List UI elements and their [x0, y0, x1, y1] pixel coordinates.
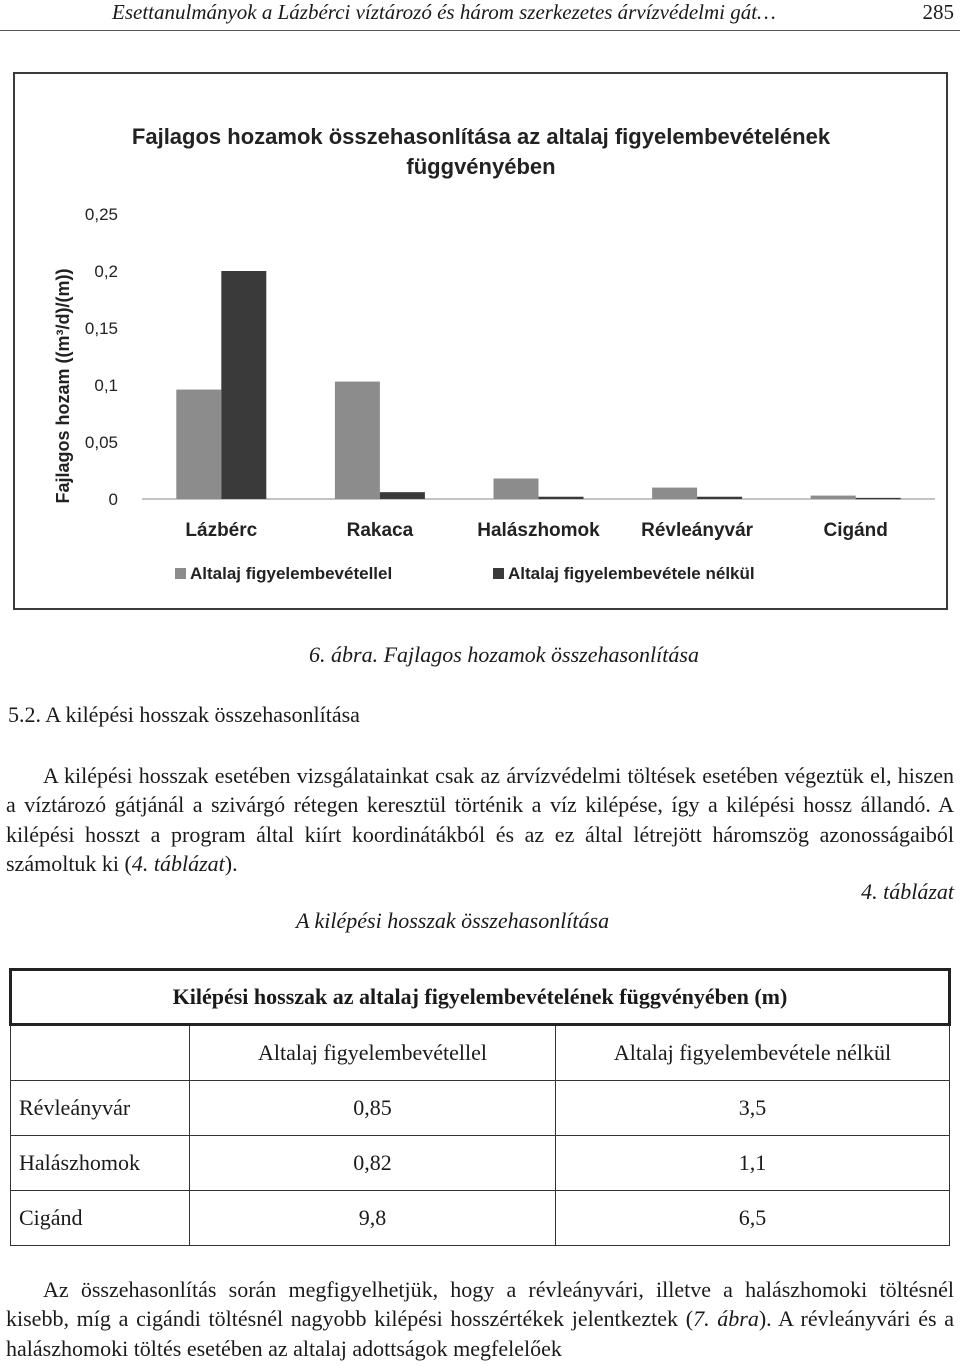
category-labels: [185, 520, 888, 541]
bar-without-subsoil: [539, 497, 584, 499]
paragraph-1-text: A kilépési hosszak esetében vizsgálatainkat csak az árvízvédelmi töltések esetében végeztük el, hiszen a víztározó gátjánál a szivárgó rétegen keresztül történik a víz kilépése, így a kilépési hossz állandó. A kilépési hosszt a program által kiírt koordinátákból és az ez által létrejött háromszög azonosságaiból számoltuk ki (: [6, 763, 954, 876]
legend-swatch-without-subsoil: [493, 568, 504, 579]
cell-without-subsoil: 3,5: [556, 1081, 950, 1136]
section-heading: 5.2. A kilépési hosszak összehasonlítása: [8, 702, 360, 727]
category-label: Révleányvár: [641, 520, 754, 541]
bar-chart: [15, 74, 946, 608]
y-ticks: [85, 205, 118, 509]
cell-with-subsoil: 0,85: [190, 1081, 556, 1136]
y-tick-label: 0,05: [84, 433, 118, 452]
bar-with-subsoil: [335, 382, 380, 499]
cell-without-subsoil: 6,5: [556, 1191, 950, 1246]
category-label: Lázbérc: [185, 520, 258, 541]
table-caption: A kilépési hosszak összehasonlítása: [296, 908, 610, 933]
table-row: [11, 1191, 950, 1246]
y-tick-label: 0,2: [94, 262, 118, 281]
table-reference: 4. táblázat: [131, 850, 225, 876]
table-row: [11, 1081, 950, 1136]
table-corner-cell: [11, 1025, 190, 1081]
column-header-with-subsoil: Altalaj figyelembevétellel: [190, 1025, 556, 1081]
legend: [175, 564, 755, 583]
paragraph-1: [6, 761, 954, 878]
cell-without-subsoil: 1,1: [556, 1136, 950, 1191]
bar-without-subsoil: [697, 497, 742, 499]
bar-with-subsoil: [176, 390, 221, 499]
bar-with-subsoil: [494, 478, 539, 499]
table-number: 4. táblázat: [861, 879, 954, 904]
legend-label-without-subsoil: Altalaj figyelembevétele nélkül: [508, 564, 755, 583]
running-head: [0, 0, 960, 31]
figure-frame: [13, 72, 948, 610]
bar-without-subsoil: [221, 271, 266, 499]
category-label: Halászhomok: [477, 520, 600, 541]
paragraph-2: [6, 1275, 954, 1363]
bar-with-subsoil: [652, 488, 697, 499]
y-tick-label: 0,1: [94, 376, 118, 395]
category-label: Cigánd: [823, 520, 888, 541]
y-tick-label: 0: [108, 490, 118, 509]
bar-with-subsoil: [811, 496, 856, 499]
paragraph-2-text-b: ). A révleányvári és a halászhomoki töltés esetében az altalaj adottságok megfelelőek: [6, 1306, 955, 1361]
bar-without-subsoil: [856, 498, 901, 500]
row-label: Cigánd: [11, 1191, 190, 1246]
cell-with-subsoil: 9,8: [190, 1191, 556, 1246]
legend-label-with-subsoil: Altalaj figyelembevétellel: [190, 564, 393, 583]
page-number: 285: [922, 0, 954, 24]
paragraph-2-text-a: Az összehasonlítás során megfigyelhetjük, hogy a révleányvári, illetve a halászhomoki töltésnél kisebb, míg a cigándi töltésnél nagyobb kilépési hosszértékek jelentkeztek (: [6, 1277, 954, 1332]
category-label: Rakaca: [346, 520, 414, 541]
row-label: Révleányvár: [11, 1081, 190, 1136]
y-tick-label: 0,25: [84, 205, 118, 224]
row-label: Halászhomok: [11, 1136, 190, 1191]
legend-swatch-with-subsoil: [175, 568, 186, 579]
chart-title-line-1: Fajlagos hozamok összehasonlítása az altalaj figyelembevételének: [131, 124, 831, 149]
table-row: [11, 1136, 950, 1191]
bars: [176, 271, 900, 499]
table-header: Kilépési hosszak az altalaj figyelembevételének függvényében (m): [11, 970, 950, 1025]
paragraph-1-end: ).: [224, 850, 238, 876]
chart-title-line-2: függvényében: [406, 154, 556, 179]
figure-caption: 6. ábra. Fajlagos hozamok összehasonlítása: [309, 642, 699, 667]
figure-reference: 7. ábra: [693, 1306, 759, 1332]
running-head-title: Esettanulmányok a Lázbérci víztározó és három szerkezetes árvízvédelmi gát…: [112, 0, 776, 24]
y-axis-label: Fajlagos hozam ((m³/d)/(m)): [53, 268, 73, 504]
bar-without-subsoil: [380, 492, 425, 499]
y-tick-label: 0,15: [84, 319, 118, 338]
column-header-without-subsoil: Altalaj figyelembevétele nélkül: [556, 1025, 950, 1081]
exit-length-table: [9, 968, 951, 1246]
cell-with-subsoil: 0,82: [190, 1136, 556, 1191]
